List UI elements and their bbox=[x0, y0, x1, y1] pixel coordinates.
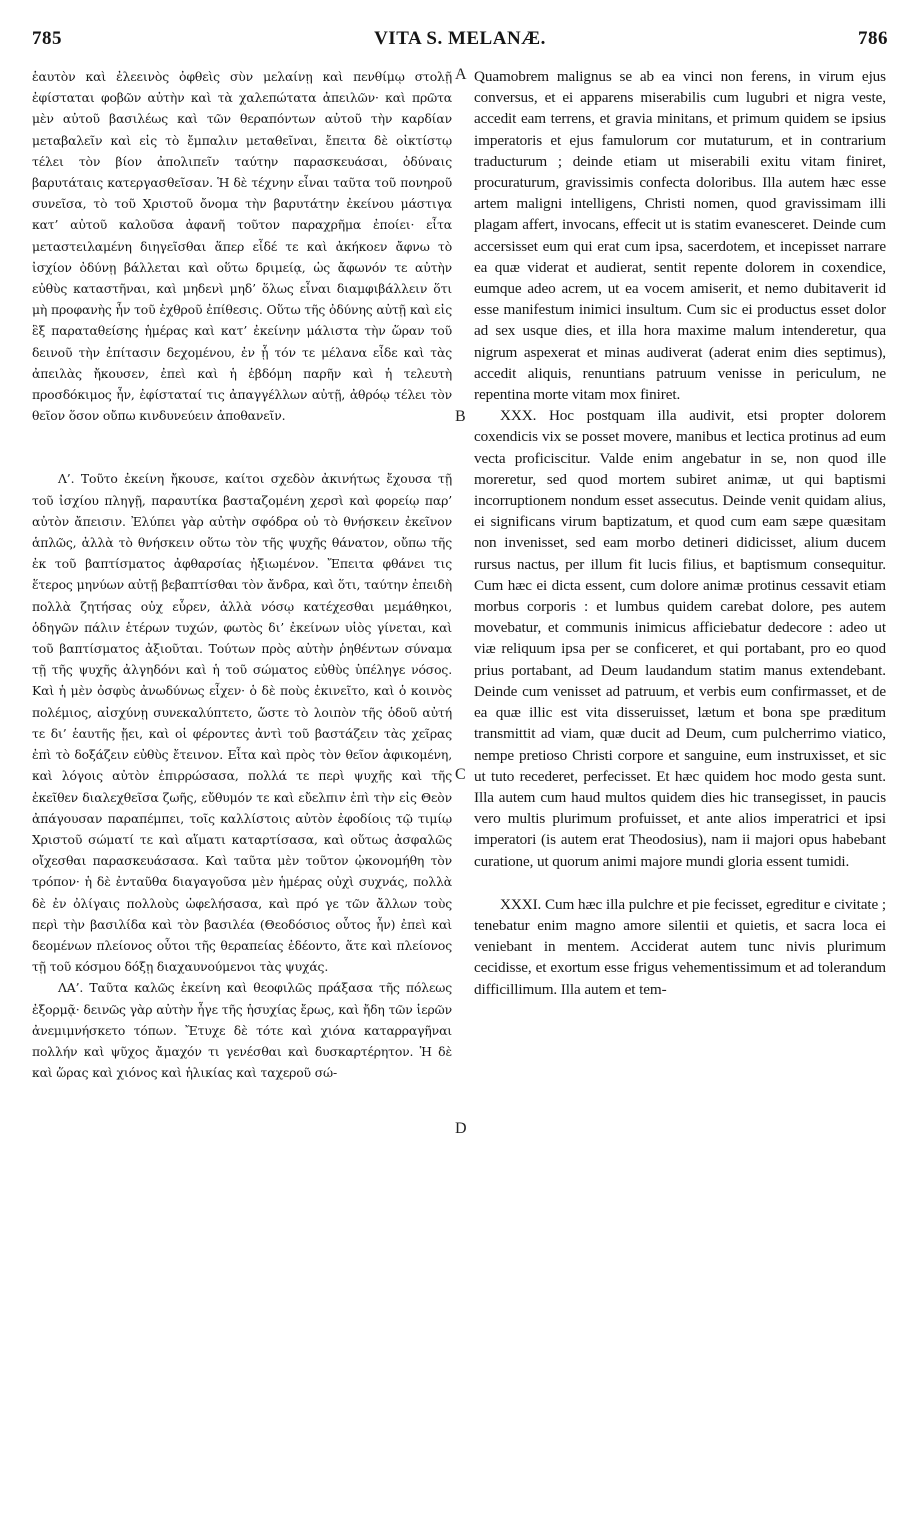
margin-marker-b: B bbox=[455, 408, 466, 425]
greek-paragraph: Λ’. Τοῦτο ἐκείνη ἤκουσε, καίτοι σχεδὸν ἀκινήτως ἔχουσα τῇ τοῦ ἰσχίου πληγῇ, παραυτίκα βασταζομένη χερσὶ καὶ φορείῳ παρ’ αὐτὸν ἄπεισιν. Ἐλύπει γὰρ αὐτὴν σφόδρα οὐ τὸ θνήσκειν ἐκεῖνον ἁπλῶς, ἀλλὰ τὸ θνήσκειν οὕτω τὸν τῆς ψυχῆς θάνατον, οὔπω τῆς ἐκ τοῦ βαπτίσματος ἀφθαρσίας ἠξιωμένον. Ἔπειτα φθάνει τις ἕτερος μηνύων αὐτῇ βεβαπτίσθαι τὸν ἄνδρα, καὶ ὅτι, ταύτην ἐπειδὴ πολλὰ ζητήσας οὐχ εὗρεν, ἀλλὰ νόσῳ κατέχεσθαι μεμάθηκοι, ὁδηγῶν πάλιν ἑτέρων τυχών, φωτὸς δι’ ἐκείνων υἱὸς γίνεται, καὶ τοῦ βαπτίσματος ἀξιοῦται. Τούτων πρὸς αὐτὴν ῥηθέντων σύναμα τῇ τῆς ψυχῆς ἀλγηδόνι καὶ ἡ τοῦ σώματος εὐθὺς ὑπέληγε νόσος. Καὶ ἡ μὲν ὀσφὺς ἀνωδύνως εἶχεν· ὁ δὲ ποὺς ἐκινεῖτο, καὶ ὁ κοινὸς πολέμιος, αἰσχύνῃ συνεκαλύπτετο, ὥστε τὸ λοιπὸν τῆς ὁδοῦ αὐτή τε δι’ ἑαυτῆς ᾔει, καὶ οἱ φέροντες ἀντὶ τοῦ βαστάζειν τὰς χεῖρας ἐπὶ τὸ δοξάζειν εὐθὺς ἔτεινον. Εἶτα καὶ πρὸς τὸν θεῖον ἀφικομένη, καὶ λόγοις αὐτὸν ἐπιρρώσασα, πολλά τε περὶ ψυχῆς καὶ τῆς ἐκεῖθεν διαλεχθεῖσα ζωῆς, εὔθυμόν τε καὶ εὔελπιν ἐπὶ τὴν εἰς Θεὸν ἀπάγουσαν παραπέμπει, τοῖς καλλίστοις αὐτὸν ἐφοδίοις τῷ τιμίῳ Χριστοῦ σώματί τε καὶ αἵματι καταρτίσασα, καὶ οὕτως ἀσφαλῶς οἴχεσθαι παρασκευάσασα. Καὶ ταῦτα μὲν τοῦτον ᾠκονομήθη τὸν τρόπον· ἡ δὲ ἐνταῦθα διαγαγοῦσα μὲν ἡμέρας οὐχὶ συχνάς, πολλὰ δὲ ἐν ὀλίγαις πολλοὺς ὠφελήσασα, καὶ πρό γε τῶν ἄλλων τοὺς περὶ τὴν βασιλίδα καὶ τὸν βασιλέα (Θεοδόσιος οὗτος ἦν) ἐπεὶ καὶ δεομένων πλείονος οὗτοι τῆς θεραπείας ἐδέοντο, ἅτε καὶ πλείονος τῇ τοῦ κόσμου δόξῃ διαχαυνούμενοι τὰς ψυχάς. bbox=[32, 471, 452, 975]
latin-paragraph: XXXI. Cum hæc illa pulchre et pie fecisset, egreditur e civitate ; tenebatur enim magno amore silentii et quietis, et sacra loca ei veniebant in mentem. Acciderat autem tunc nivis plurimum cecidisse, et exortum esse frigus vehementissimum et ad tolerandum difficillimum. Illa autem et tem- bbox=[474, 895, 886, 998]
greek-paragraph: ΛΑ’. Ταῦτα καλῶς ἐκείνη καὶ θεοφιλῶς πράξασα τῆς πόλεως ἐξορμᾷ· δεινῶς γὰρ αὐτὴν ἦγε τῆς ἡσυχίας ἔρως, καὶ ἤδη τῶν ἱερῶν ἀνεμιμνήσκετο τόπων. Ἔτυχε δὲ τότε καὶ χιόνα καταρραγῆναι πολλήν καὶ ψῦχος ἄμαχόν τι γενέσθαι καὶ δυσκαρτέρητον. Ἡ δὲ καὶ ὥρας καὶ χιόνος καὶ ἡλικίας καὶ ταχεροῦ σώ- bbox=[32, 980, 452, 1081]
margin-marker-c: C bbox=[455, 766, 466, 783]
running-header bbox=[32, 28, 888, 58]
paragraph-gap bbox=[474, 872, 886, 894]
running-title: VITA S. MELANÆ. bbox=[374, 28, 546, 49]
margin-marker-a: A bbox=[455, 66, 467, 83]
margin-marker-d: D bbox=[455, 1120, 467, 1137]
latin-column bbox=[474, 66, 886, 1000]
greek-column bbox=[32, 66, 452, 1083]
page-number-right: 786 bbox=[858, 28, 888, 49]
page-number-left: 785 bbox=[32, 28, 62, 49]
latin-paragraph: Quamobrem malignus se ab ea vinci non ferens, in virum ejus conversus, et ei apparens miserabilis cum lugubri et nigra veste, accedit eam terrens, et gravia minitans, et primum quidem se ipsius imperatoris et ejus famulorum cor mutaturum, et in contrarium traducturum ; deinde etiam ut miserabili exitu vitam finiret, procuraturum, gravissimis confecta doloribus. Illa autem hæc esse artem maligni intelligens, Christi nomen, quod gravissimam illi plagam affert, invocans, effecit ut is statim evanesceret. Deinde cum accersisset eum qui erat cum ipsa, sacerdotem, et incepisset narrare ea quæ viderat et audierat, sentit repente dolorem in coxendice, eumque adeo acrem, ut ea vocem amiserit, et nemo dubitaverit id esse manifestum inimici insultum. Cum sic ei productus esset dolor ad sex usque dies, et illa hora maxime malum intenderetur, qua nigrum aspexerat et minas audiverat (aderat enim dies septimus), accedit aliquis, renuntians patruum venisse in periculum, ne repentina morte vitam mox finiret. bbox=[474, 68, 886, 404]
paragraph-gap bbox=[32, 426, 452, 468]
greek-paragraph: ἑαυτὸν καὶ ἐλεεινὸς ὀφθεὶς σὺν μελαίνῃ καὶ πενθίμῳ στολῇ ἐφίσταται φοβῶν αὐτὴν καὶ τὰ χαλεπώτατα ἀπειλῶν· καὶ πρῶτα μὲν αὐτοῦ βασιλέως καὶ τῶν θεραπόντων αὐτοῦ τὴν καρδίαν μεταβαλεῖν καὶ εἰς τὸ ἔμπαλιν μεταθεῖναι, ἔπειτα δὲ οἰκτίστῳ τέλει τὸν βίον ἀπολιπεῖν ταύτην παρασκευάσαι, ὀδύναις βαρυτάταις κατεργασθεῖσαν. Ἡ δὲ τέχνην εἶναι ταῦτα τοῦ πονηροῦ συνεῖσα, τὸ τοῦ Χριστοῦ ὄνομα τὴν βαρυτάτην ἐκείνου μάστιγα κατ’ αὐτοῦ καλοῦσα ἀφανῆ τοῦτον παραχρῆμα ἐποίει· εἶτα μεταστειλαμένη διηγεῖσθαι ἅπερ εἶδέ τε καὶ ἀκήκοεν ἄφνω τὸ ἰσχίον ὀδύνῃ βάλλεται καὶ οὕτω δριμείᾳ, ὡς ἄφωνόν τε αὐτὴν εὐθὺς καταστῆναι, καὶ μηδενὶ μηδ’ ὅλως εἶναι διαμφιβάλλειν ὅτι μὴ προφανὴς ἦν τοῦ ἐχθροῦ ἐπίθεσις. Οὕτω τῆς ὀδύνης αὐτῇ καὶ εἰς ἓξ παραταθείσης ἡμέρας καὶ κατ’ ἐκείνην μάλιστα τὴν ὥραν τοῦ δεινοῦ τὴν ἐπίτασιν δεχομένου, ἐν ᾗ τόν τε μέλανα εἶδε καὶ τὰς ἀπειλὰς ἤκουσεν, ἐπεὶ καὶ ἡ ἑβδόμη παρῆν καὶ ἡ τελευτὴ προσδόκιμος ἦν, ἐφίσταταί τις ἀπαγγέλλων αὐτῇ, ἀθρόῳ τέλει τὸν θεῖον ὅσον οὔπω κινδυνεύειν ἀποθανεῖν. bbox=[32, 69, 452, 424]
latin-paragraph: XXX. Hoc postquam illa audivit, etsi propter dolorem coxendicis vix se posset movere, manibus et lectica protinus ad eum vecta proficiscitur. Valde enim angebatur in se, non quod ille moreretur, sed quod mortem subiret animæ, ut qui baptismi incorruptionem nondum esset assecutus. Deinde venit quidam alius, ei significans virum baptizatum, et quod cum eam sæpe quæsitam non invenisset, sed eam morbo detineri didicisset, alium ducem rursus nactus, per illum fit lucis filius, et baptismum consequitur. Cum hæc ei dicta essent, cum dolore animæ protinus cessavit etiam morbus corporis : et lumbus quidem carebat dolore, pes autem movebatur, et communis inimicus afficiebatur dedecore : adeo ut viæ reliquum ipsa per se conficeret, et qui portabant, pro eo quod prius portabant, ad Deum laudandum statim manus extendebant. Deinde cum venisset ad patruum, et verbis eum confirmasset, et de ea quæ illic est vita disseruisset, lætum et bona spe præditum transmittit ad viam, quæ ducit ad Deum, cum pulcherrimo viatico, nempe pretioso Christi corpore et sanguine, eum instruxisset, et sic ut tuto recederet, perfecisset. Et hæc quidem hoc modo gesta sunt. Illa autem cum haud multos quidem dies hic transegisset, in paucis vero multis plurimum profuisset, et ante alios imperatrici et ipsi imperatori (is autem erat Theodosius), nam ii majori opus habebant curatione, ut quorum animi majore mundi gloria essent tumidi. bbox=[474, 407, 886, 870]
